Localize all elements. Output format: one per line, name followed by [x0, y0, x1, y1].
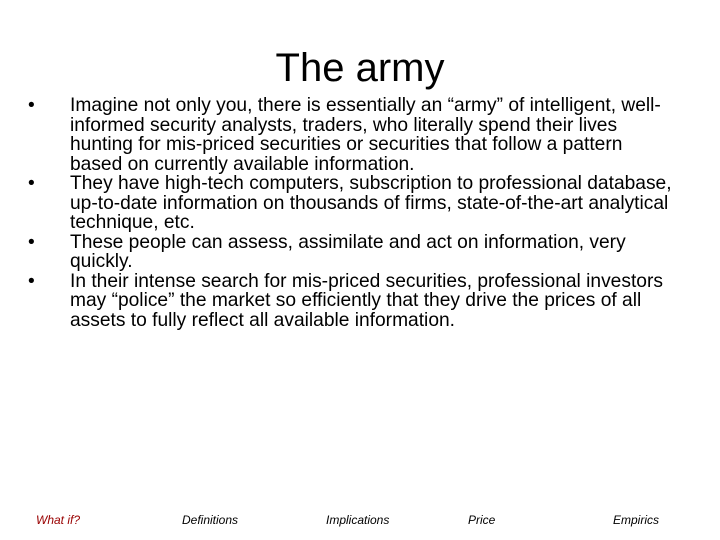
bullet-dot-icon: • — [28, 95, 35, 116]
bullet-item-3 — [28, 233, 678, 272]
bullet-item-4 — [28, 272, 678, 331]
nav-link-definitions[interactable]: Definitions — [182, 513, 239, 527]
nav-link-what-if[interactable]: What if? — [36, 513, 81, 527]
nav-link-implications[interactable]: Implications — [326, 513, 390, 527]
bullet-item-1 — [28, 96, 678, 174]
slide-title: The army — [275, 46, 445, 90]
bullet-text-4: In their intense search for mis-priced securities, professional investors may “police” the market so efficiently that they drive the prices of all assets to fully reflect all available information. — [70, 270, 663, 331]
nav-link-empirics[interactable]: Empirics — [613, 513, 660, 527]
bullet-dot-icon: • — [28, 270, 35, 292]
bullet-text-3: These people can assess, assimilate and act on information, very quickly. — [70, 231, 626, 272]
footer-nav — [0, 512, 720, 532]
bullet-text-1: Imagine not only you, there is essentially an “army” of intelligent, well-informed security analysts, traders, who literally spend their lives hunting for mis-priced securities or securities that follow a pattern based on currently available information. — [70, 95, 661, 175]
bullet-text-2: They have high-tech computers, subscription to professional database, up-to-date information on thousands of firms, state-of-the-art analytical technique, etc. — [70, 173, 672, 233]
bullet-dot-icon: • — [28, 231, 35, 253]
bullet-dot-icon: • — [28, 173, 35, 194]
bullet-list — [28, 96, 678, 330]
nav-link-price[interactable]: Price — [468, 513, 496, 527]
bullet-item-2 — [28, 174, 678, 233]
